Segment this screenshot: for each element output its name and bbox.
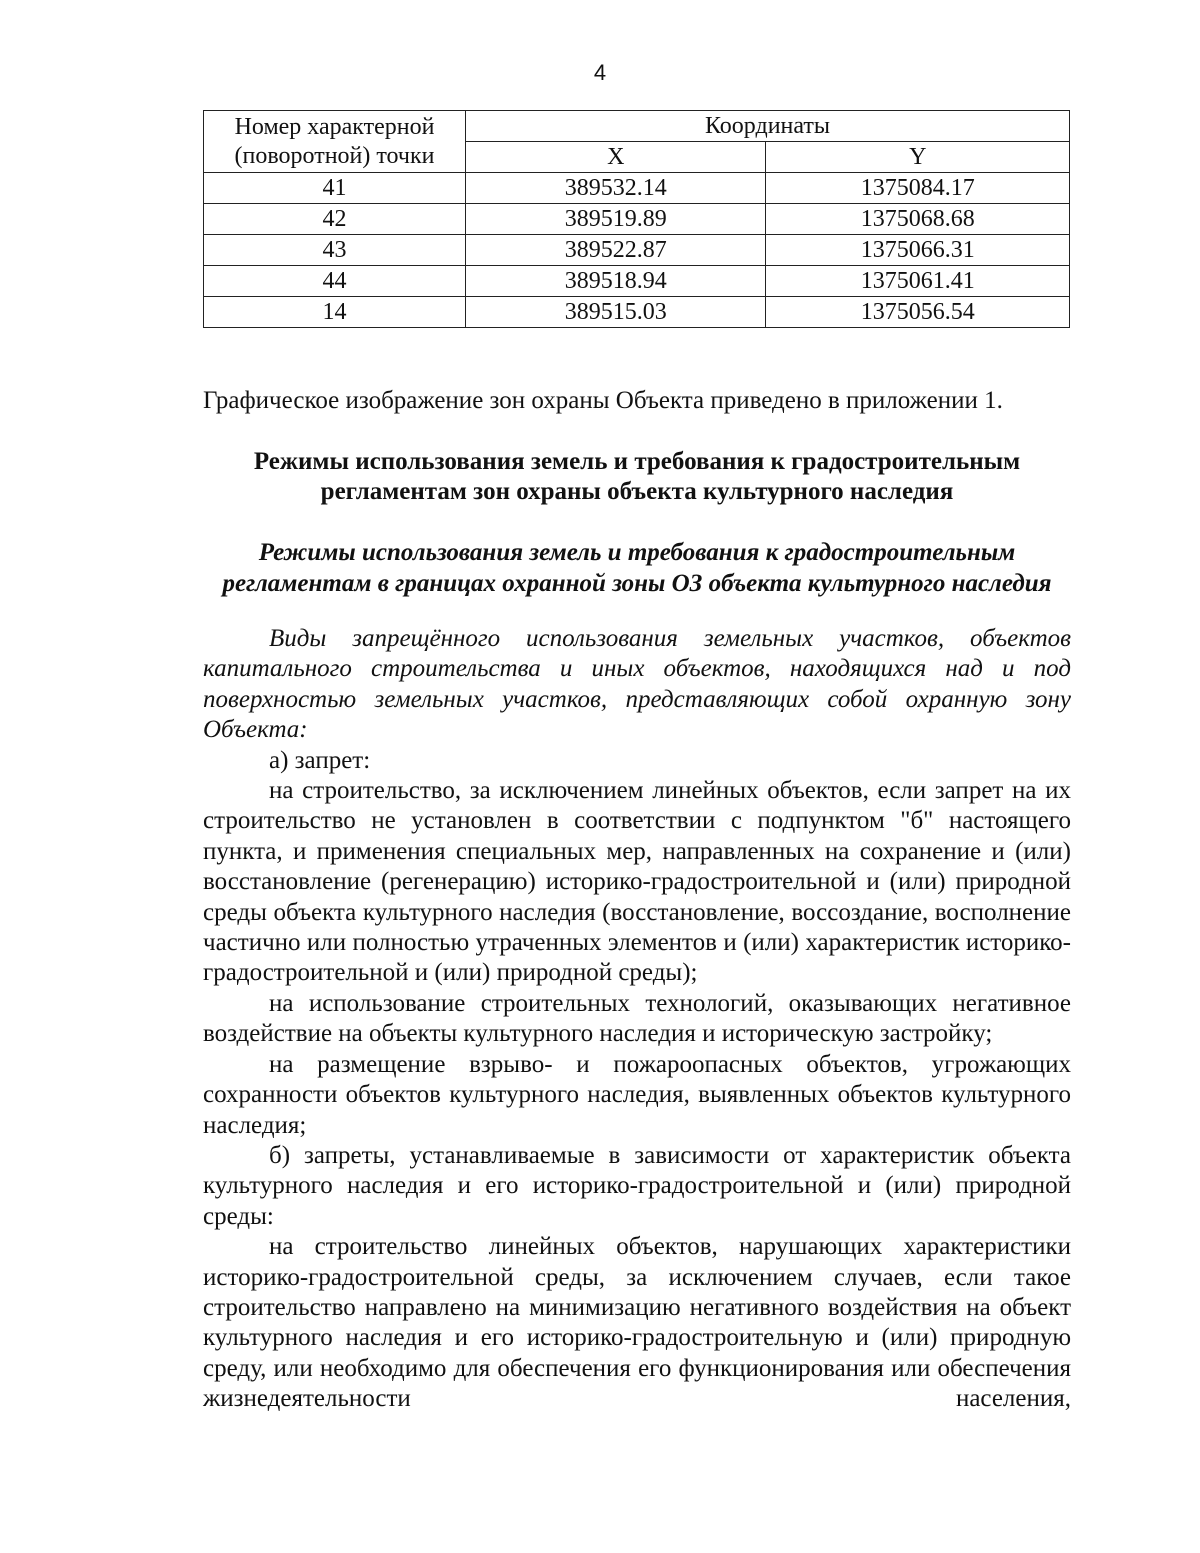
body-text bbox=[203, 624, 1071, 1415]
cell-y: 1375066.31 bbox=[766, 235, 1070, 266]
table-row bbox=[204, 235, 1070, 266]
cell-point: 44 bbox=[204, 266, 466, 297]
cell-x: 389518.94 bbox=[466, 266, 766, 297]
intro-paragraph: Виды запрещённого использования земельных участков, объектов капитального строительства и иных объектов, находящихся над и под поверхностью земельных участков, представляющих собой охранную зону Объекта: bbox=[203, 625, 1071, 744]
cell-y: 1375056.54 bbox=[766, 297, 1070, 328]
cell-x: 389515.03 bbox=[466, 297, 766, 328]
paragraph-b1: на строительство линейных объектов, нарушающих характеристики историко-градостроительной среды, за исключением случаев, если такое строительство направлено на минимизацию негативного воздействия на объект культурного наследия и его историко-градостроительную и (или) природную среду, или необходимо для обеспечения его функционирования или обеспечения жизнедеятельности населения, bbox=[203, 1233, 1071, 1413]
page-number: 4 bbox=[593, 60, 607, 85]
cell-y: 1375061.41 bbox=[766, 266, 1070, 297]
paragraph-a2: на использование строительных технологий, оказывающих негативное воздействие на объекты культурного наследия и историческую застройку; bbox=[203, 989, 1071, 1048]
table-row bbox=[204, 173, 1070, 204]
table-row bbox=[204, 266, 1070, 297]
table-header-row bbox=[204, 111, 1070, 142]
header-coordinates: Координаты bbox=[466, 111, 1070, 142]
cell-x: 389522.87 bbox=[466, 235, 766, 266]
header-x: X bbox=[466, 142, 766, 173]
paragraph-a1: на строительство, за исключением линейных объектов, если запрет на их строительство не установлен в соответствии с подпунктом "б" настоящего пункта, и применения специальных мер, направленных на сохранение и (или) восстановление (регенерацию) историко-градостроительной и (или) природной среды объекта культурного наследия (восстановление, воссоздание, восполнение частично или полностью утраченных элементов и (или) характеристик историко-градостроительной и (или) природной среды); bbox=[203, 777, 1071, 987]
coordinates-table bbox=[203, 110, 1070, 328]
cell-point: 41 bbox=[204, 173, 466, 204]
cell-x: 389519.89 bbox=[466, 204, 766, 235]
paragraph-a3: на размещение взрыво- и пожароопасных объектов, угрожающих сохранности объектов культурного наследия, выявленных объектов культурного наследия; bbox=[203, 1050, 1071, 1139]
subsection-heading: Режимы использования земель и требования к градостроительным регламентам в границах охранной зоны ОЗ объекта культурного наследия bbox=[222, 539, 1052, 597]
cell-point: 42 bbox=[204, 204, 466, 235]
graphic-annex-note: Графическое изображение зон охраны Объекта приведено в приложении 1. bbox=[203, 387, 1003, 414]
cell-y: 1375068.68 bbox=[766, 204, 1070, 235]
section-heading: Режимы использования земель и требования к градостроительным регламентам зон охраны объекта культурного наследия bbox=[253, 448, 1021, 505]
table-row bbox=[204, 204, 1070, 235]
item-b-label: б) запреты, устанавливаемые в зависимости от характеристик объекта культурного наследия и его историко-градостроительной и (или) природной среды: bbox=[203, 1141, 1071, 1230]
header-y: Y bbox=[766, 142, 1070, 173]
table-row bbox=[204, 297, 1070, 328]
cell-x: 389532.14 bbox=[466, 173, 766, 204]
cell-y: 1375084.17 bbox=[766, 173, 1070, 204]
cell-point: 14 bbox=[204, 297, 466, 328]
header-point-number: Номер характерной (поворотной) точки bbox=[204, 111, 466, 173]
cell-point: 43 bbox=[204, 235, 466, 266]
item-a-label: а) запрет: bbox=[269, 746, 371, 774]
